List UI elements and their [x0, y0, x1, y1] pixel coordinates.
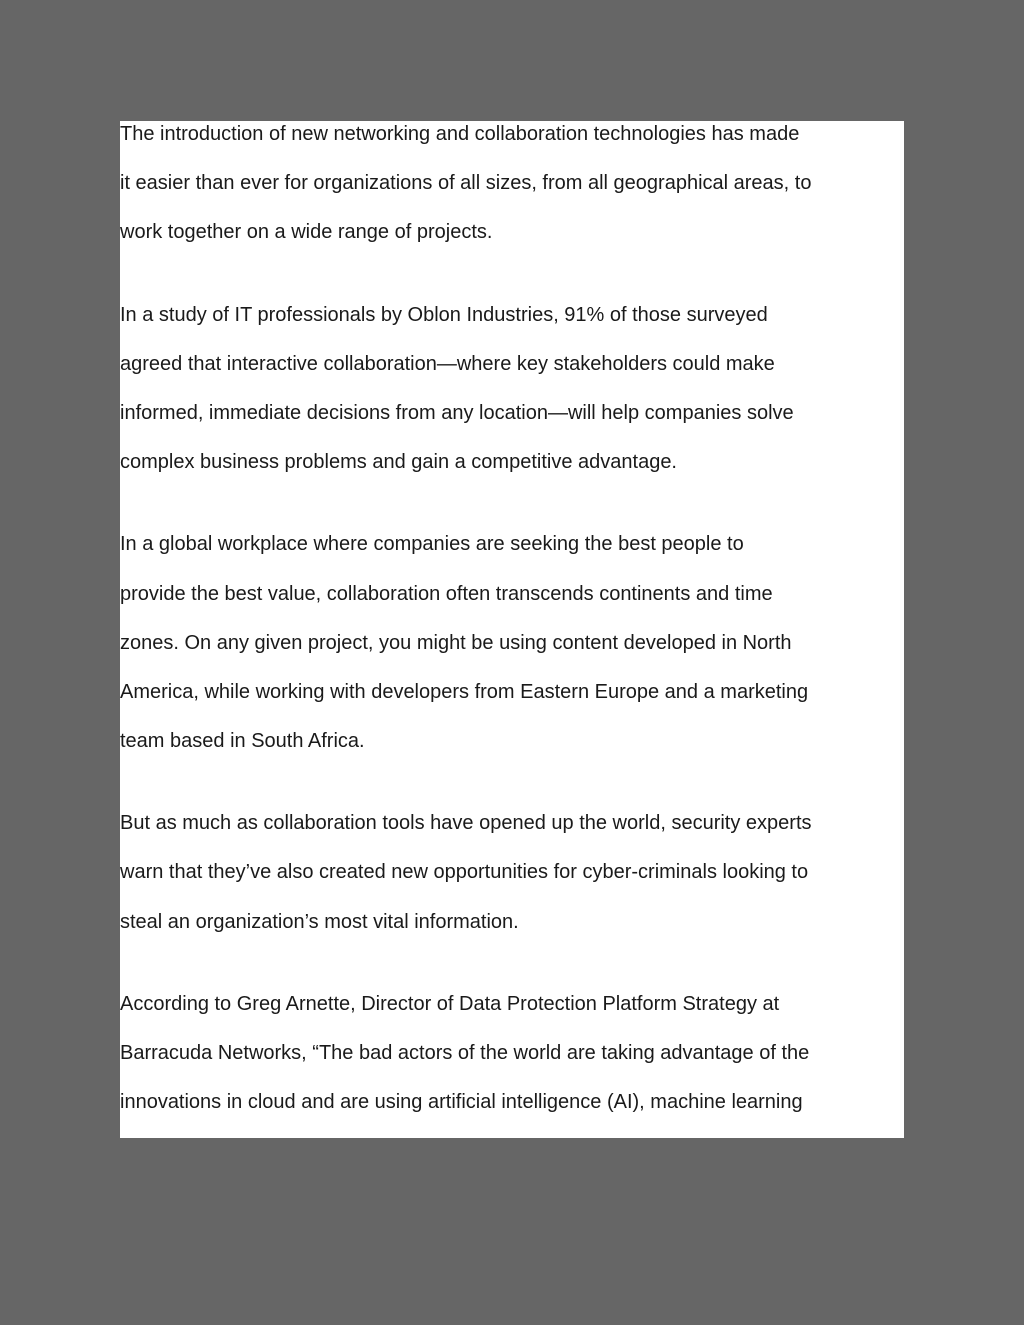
- text-line: In a study of IT professionals by Oblon Industries, 91% of those surveyed: [120, 303, 768, 326]
- paragraph-1: [120, 121, 904, 269]
- document-page: [120, 121, 904, 1138]
- text-line: warn that they’ve also created new opportunities for cyber-criminals looking to: [120, 861, 809, 884]
- text-line: zones. On any given project, you might be using content developed in North: [120, 631, 792, 654]
- text-line: it easier than ever for organizations of all sizes, from all geographical areas, to: [120, 172, 812, 195]
- paragraph-spacer: [120, 958, 904, 991]
- text-line: complex business problems and gain a competitive advantage.: [120, 451, 677, 474]
- paragraph-5: [120, 991, 904, 1138]
- paragraph-4: [120, 810, 904, 958]
- text-line: Barracuda Networks, “The bad actors of the world are taking advantage of the: [120, 1042, 810, 1064]
- text-line: agreed that interactive collaboration—where key stakeholders could make: [120, 352, 775, 375]
- text-line: According to Greg Arnette, Director of Data Protection Platform Strategy at: [120, 992, 780, 1015]
- text-line: team based in South Africa.: [120, 730, 365, 753]
- text-line: In a global workplace where companies are seeking the best people to: [120, 533, 744, 556]
- paragraph-spacer: [120, 498, 904, 531]
- text-line: But as much as collaboration tools have opened up the world, security experts: [120, 812, 812, 835]
- text-line: informed, immediate decisions from any location—will help companies solve: [120, 401, 794, 424]
- text-line: innovations in cloud and are using artificial intelligence (AI), machine learning: [120, 1091, 803, 1114]
- text-line: work together on a wide range of projects.: [120, 221, 493, 244]
- paragraph-3: [120, 531, 904, 777]
- paragraph-spacer: [120, 777, 904, 810]
- paragraph-spacer: [120, 269, 904, 302]
- paragraph-2: [120, 302, 904, 499]
- text-line: America, while working with developers from Eastern Europe and a marketing: [120, 680, 809, 703]
- text-line: The introduction of new networking and collaboration technologies has made: [120, 123, 800, 145]
- text-line: steal an organization’s most vital information.: [120, 910, 519, 933]
- text-line: provide the best value, collaboration often transcends continents and time: [120, 582, 773, 605]
